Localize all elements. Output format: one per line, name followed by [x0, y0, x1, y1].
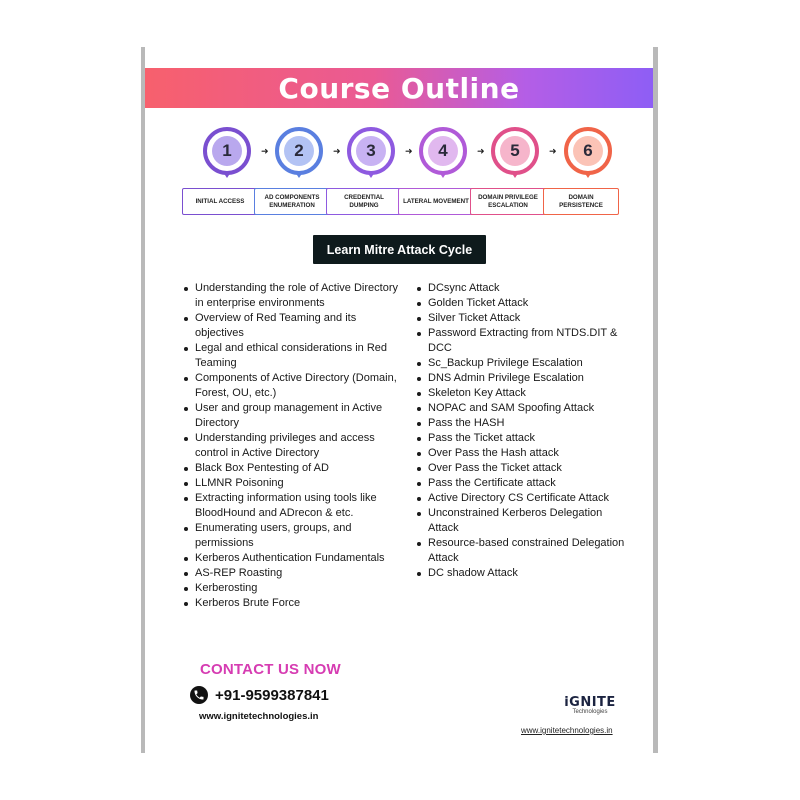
list-item: Pass the HASH: [416, 416, 628, 431]
list-item: Black Box Pentesting of AD: [183, 461, 401, 476]
step-label: DOMAIN PRIVILEGE ESCALATION: [470, 188, 546, 215]
list-item: Active Directory CS Certificate Attack: [416, 491, 628, 506]
course-topics-right: [416, 281, 628, 581]
step-number: 5: [500, 136, 530, 166]
learn-mitre-button[interactable]: Learn Mitre Attack Cycle: [313, 235, 486, 264]
list-item: NOPAC and SAM Spoofing Attack: [416, 401, 628, 416]
list-item: Components of Active Directory (Domain, Forest, OU, etc.): [183, 371, 401, 401]
ignite-logo: [558, 695, 622, 715]
list-item: LLMNR Poisoning: [183, 476, 401, 491]
step-pin-icon: [511, 172, 519, 178]
phone-row[interactable]: [190, 686, 329, 704]
step-circle: [203, 127, 251, 175]
list-item: Kerberos Brute Force: [183, 596, 401, 611]
list-item: Sc_Backup Privilege Escalation: [416, 356, 628, 371]
list-item: Over Pass the Ticket attack: [416, 461, 628, 476]
title-banner: [145, 68, 653, 108]
list-item: AS-REP Roasting: [183, 566, 401, 581]
list-item: Silver Ticket Attack: [416, 311, 628, 326]
list-item: DCsync Attack: [416, 281, 628, 296]
list-item: Extracting information using tools like BloodHound and ADrecon & etc.: [183, 491, 401, 521]
step-number: 2: [284, 136, 314, 166]
step-circle: [419, 127, 467, 175]
step-pin-icon: [439, 172, 447, 178]
logo-name: iGNITE: [564, 695, 616, 710]
list-item: Pass the Certificate attack: [416, 476, 628, 491]
step-circle: [564, 127, 612, 175]
arrow-right-icon: ➜: [333, 146, 341, 156]
step-label: LATERAL MOVEMENT: [398, 188, 474, 215]
step-circle: [491, 127, 539, 175]
step-2: [254, 127, 330, 217]
list-item: Over Pass the Hash attack: [416, 446, 628, 461]
step-number: 3: [356, 136, 386, 166]
step-pin-icon: [584, 172, 592, 178]
arrow-right-icon: ➜: [477, 146, 485, 156]
list-item: Legal and ethical considerations in Red Teaming: [183, 341, 401, 371]
list-item: User and group management in Active Directory: [183, 401, 401, 431]
step-number: 1: [212, 136, 242, 166]
contact-heading: CONTACT US NOW: [200, 661, 341, 678]
list-item: Unconstrained Kerberos Delegation Attack: [416, 506, 628, 536]
list-item: Skeleton Key Attack: [416, 386, 628, 401]
page-border-right: [653, 47, 658, 753]
course-topics-left: [183, 281, 401, 611]
list-item: Overview of Red Teaming and its objectives: [183, 311, 401, 341]
step-label: CREDENTIAL DUMPING: [326, 188, 402, 215]
step-6: [543, 127, 619, 217]
course-outline-document: [145, 47, 653, 753]
list-item: Password Extracting from NTDS.DIT & DCC: [416, 326, 628, 356]
list-item: Pass the Ticket attack: [416, 431, 628, 446]
arrow-right-icon: ➜: [405, 146, 413, 156]
list-item: Kerberosting: [183, 581, 401, 596]
step-3: [326, 127, 402, 217]
step-circle: [275, 127, 323, 175]
arrow-right-icon: ➜: [549, 146, 557, 156]
attack-cycle-steps: [145, 127, 653, 217]
list-item: Resource-based constrained Delegation Attack: [416, 536, 628, 566]
step-label: DOMAIN PERSISTENCE: [543, 188, 619, 215]
logo-tagline: Technologies: [572, 709, 608, 715]
phone-icon: [190, 686, 208, 704]
arrow-right-icon: ➜: [261, 146, 269, 156]
contact-website-link[interactable]: www.ignitetechnologies.in: [199, 711, 319, 722]
footer-website-link[interactable]: www.ignitetechnologies.in: [521, 726, 613, 735]
list-item: Enumerating users, groups, and permissions: [183, 521, 401, 551]
list-item: Golden Ticket Attack: [416, 296, 628, 311]
step-circle: [347, 127, 395, 175]
step-4: [398, 127, 474, 217]
list-item: DNS Admin Privilege Escalation: [416, 371, 628, 386]
step-number: 6: [573, 136, 603, 166]
step-number: 4: [428, 136, 458, 166]
list-item: Kerberos Authentication Fundamentals: [183, 551, 401, 566]
phone-number[interactable]: +91-9599387841: [215, 686, 329, 704]
page-title: Course Outline: [278, 71, 520, 105]
step-label: INITIAL ACCESS: [182, 188, 258, 215]
list-item: Understanding privileges and access control in Active Directory: [183, 431, 401, 461]
step-pin-icon: [223, 172, 231, 178]
list-item: DC shadow Attack: [416, 566, 628, 581]
list-item: Understanding the role of Active Directory in enterprise environments: [183, 281, 401, 311]
step-pin-icon: [367, 172, 375, 178]
step-1: [182, 127, 258, 217]
step-5: [470, 127, 546, 217]
step-pin-icon: [295, 172, 303, 178]
step-label: AD COMPONENTS ENUMERATION: [254, 188, 330, 215]
